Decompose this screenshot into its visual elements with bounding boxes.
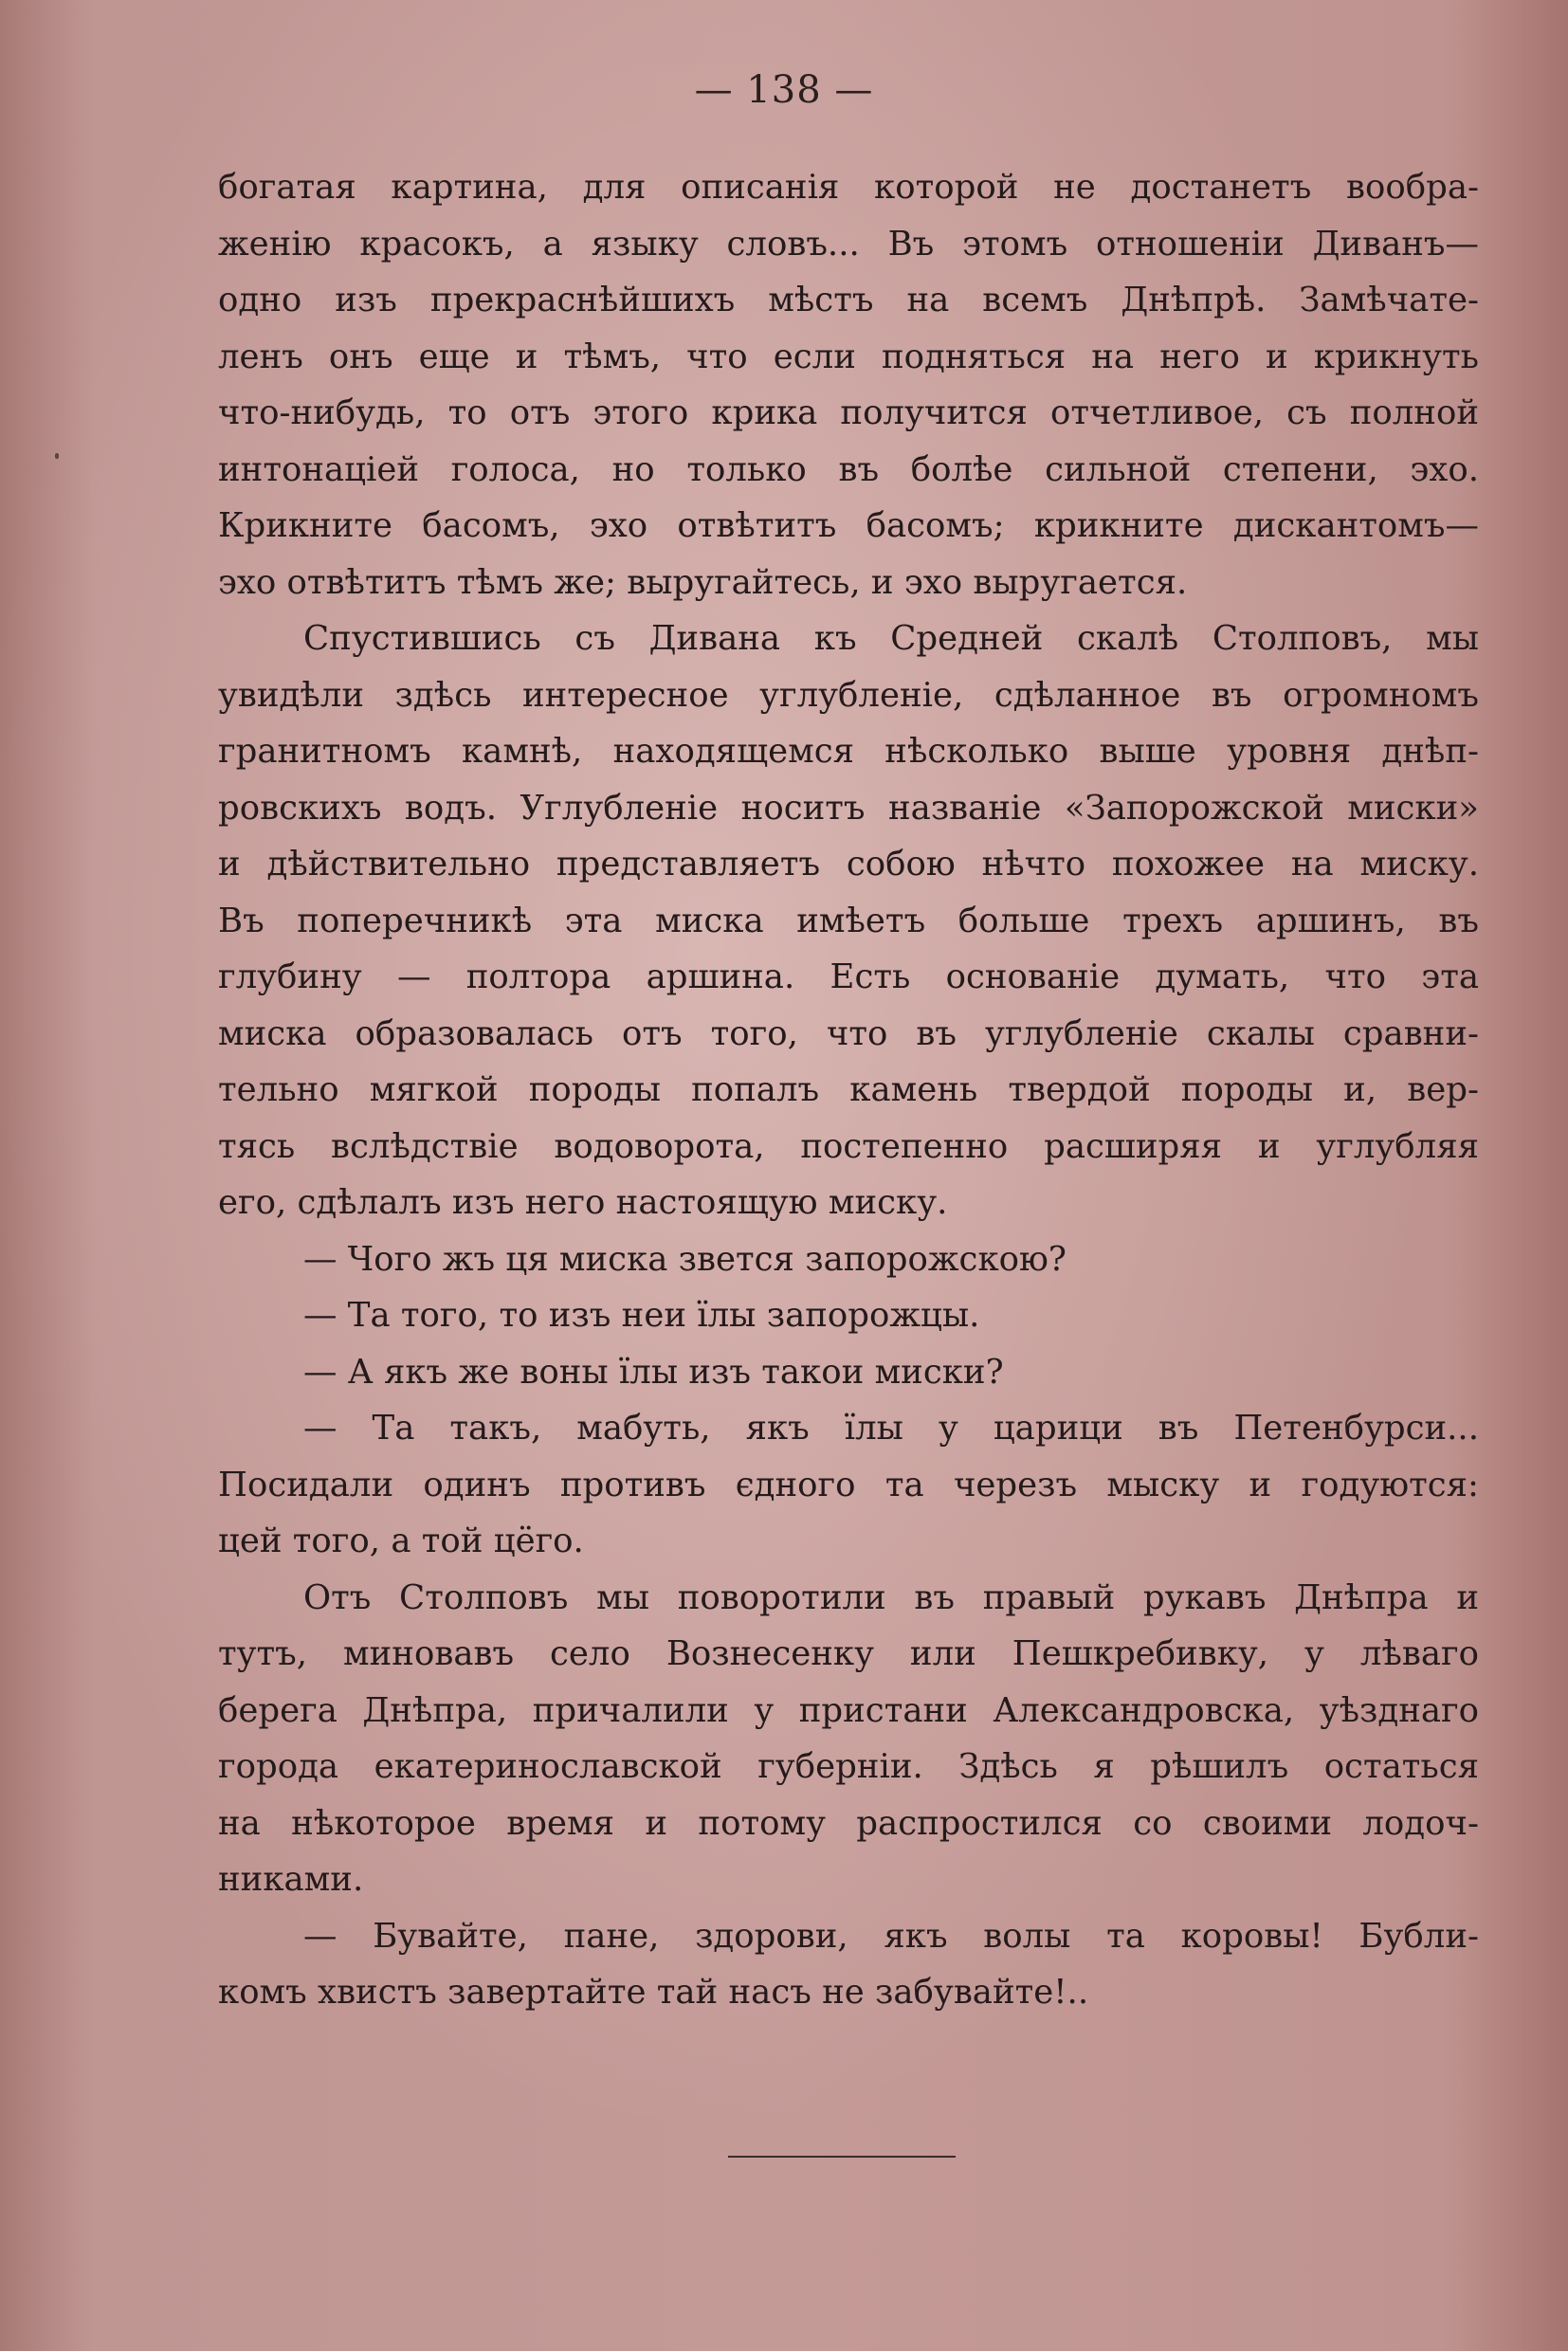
text-line: глубину — полтора аршина. Есть основаніе думать, что эта	[218, 957, 1479, 996]
text-line: что-нибудь, то отъ этого крика получится отчетливое, съ полной	[218, 393, 1479, 432]
text-line: тельно мягкой породы попалъ камень твердой породы и, вер-	[218, 1070, 1479, 1109]
dialogue-line: — Та того, то изъ неи ïлы запорожцы.	[303, 1296, 980, 1335]
text-line: миска образовалась отъ того, что въ углубленіе скалы сравни-	[218, 1013, 1479, 1053]
text-line: тясь вслѣдствіе водоворота, постепенно расширяя и углубляя	[218, 1126, 1479, 1166]
text-line: ровскихъ водъ. Углубленіе носитъ названіе «Запорожской миски»	[218, 788, 1479, 828]
page-number: — 138 —	[694, 68, 874, 112]
text-line: Въ поперечникѣ эта миска имѣетъ больше трехъ аршинъ, въ	[218, 901, 1479, 940]
paragraph-first-line: Спустившись съ Дивана къ Средней скалѣ Столповъ, мы	[303, 619, 1479, 658]
dialogue-line: — Та такъ, мабуть, якъ ïлы у царици въ Петенбурси...	[303, 1409, 1479, 1448]
text-line: ленъ онъ еще и тѣмъ, что если подняться на него и крикнуть	[218, 337, 1479, 376]
text-line: его, сдѣлалъ изъ него настоящую миску.	[218, 1183, 948, 1222]
text-line: женію красокъ, а языку словъ... Въ этомъ отношеніи Диванъ—	[218, 224, 1479, 264]
text-line: эхо отвѣтитъ тѣмъ же; выругайтесь, и эхо выругается.	[218, 562, 1188, 602]
text-line: на нѣкоторое время и потому распростился со своими лодоч-	[218, 1803, 1479, 1843]
dialogue-line: — Бувайте, пане, здорови, якъ волы та коровы! Бубли-	[303, 1916, 1479, 1956]
text-line: комъ хвистъ завертайте тай насъ не забувайте!..	[218, 1973, 1089, 2012]
text-line: Крикните басомъ, эхо отвѣтитъ басомъ; крикните дискантомъ—	[218, 506, 1479, 545]
dialogue-line: — А якъ же воны ïлы изъ такои миски?	[303, 1352, 1004, 1392]
text-line: никами.	[218, 1860, 364, 1899]
paragraph-first-line: Отъ Столповъ мы поворотили въ правый рукавъ Днѣпра и	[303, 1577, 1479, 1617]
text-line: гранитномъ камнѣ, находящемся нѣсколько выше уровня днѣп-	[218, 732, 1479, 771]
text-line: богатая картина, для описанія которой не достанетъ вообра-	[218, 168, 1479, 207]
text-line: города екатеринославской губерніи. Здѣсь я рѣшилъ остаться	[218, 1747, 1479, 1786]
text-line: берега Днѣпра, причалили у пристани Александровска, уѣзднаго	[218, 1690, 1479, 1730]
text-line: тутъ, миновавъ село Вознесенку или Пешкребивку, у лѣваго	[218, 1634, 1479, 1673]
paper-speck	[55, 453, 59, 459]
dialogue-line: — Чого жъ ця миска звется запорожскою?	[303, 1239, 1067, 1279]
body-text	[218, 159, 1479, 2021]
text-line: цей того, а той цёго.	[218, 1522, 584, 1560]
text-line: увидѣли здѣсь интересное углубленіе, сдѣланное въ огромномъ	[218, 675, 1479, 715]
text-line: одно изъ прекраснѣйшихъ мѣстъ на всемъ Днѣпрѣ. Замѣчате-	[218, 281, 1479, 319]
text-line: интонаціей голоса, но только въ болѣе сильной степени, эхо.	[218, 449, 1479, 489]
text-line: Посидали одинъ противъ єдного та черезъ мыску и годуются:	[218, 1465, 1479, 1504]
closing-rule	[728, 2156, 956, 2158]
text-line: и дѣйствительно представляетъ собою нѣчто похожее на миску.	[218, 845, 1479, 884]
